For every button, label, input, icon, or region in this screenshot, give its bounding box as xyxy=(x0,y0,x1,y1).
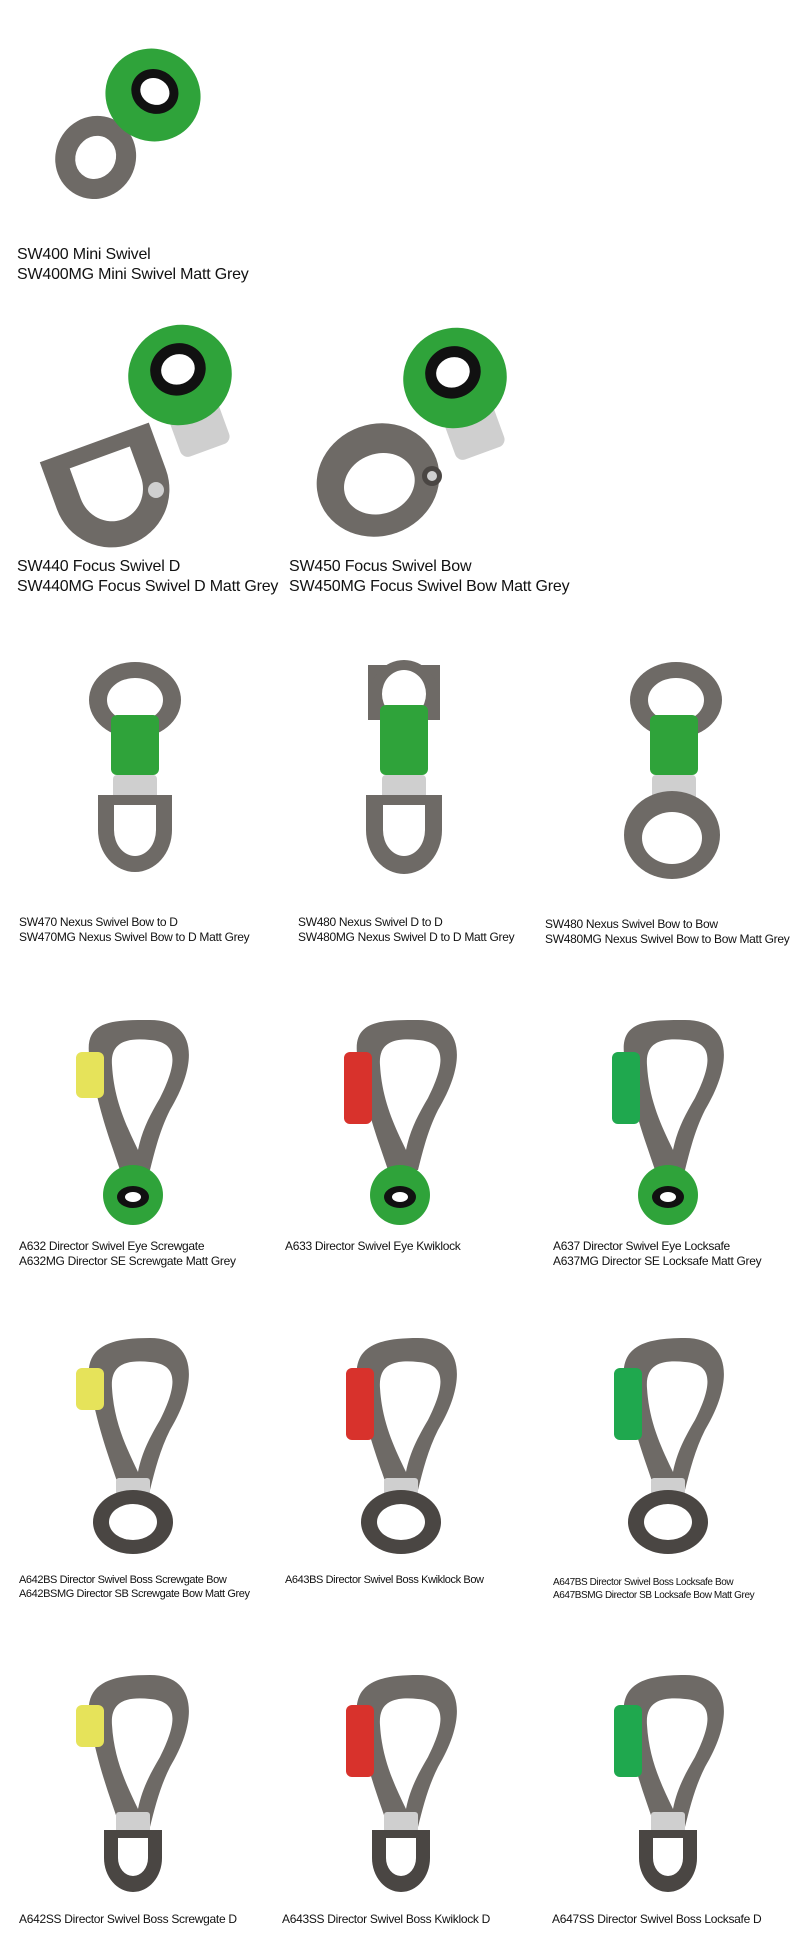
caption-a642bs: A642BS Director Swivel Boss Screwgate Bow A642BSMG Director SB Screwgate Bow Matt Grey xyxy=(19,1574,250,1600)
caption-a647ss: A647SS Director Swivel Boss Locksafe D xyxy=(552,1912,762,1926)
caption-nexus-bow-to-d: SW470 Nexus Swivel Bow to D SW470MG Nexus Swivel Bow to D Matt Grey xyxy=(19,915,250,944)
caption-focus-swivel-bow: SW450 Focus Swivel Bow SW450MG Focus Swivel Bow Matt Grey xyxy=(289,558,570,595)
caption-a637: A637 Director Swivel Eye Locksafe A637MG Director SE Locksafe Matt Grey xyxy=(553,1239,762,1268)
caption-nexus-bow-to-bow: SW480 Nexus Swivel Bow to Bow SW480MG Nexus Swivel Bow to Bow Matt Grey xyxy=(545,917,790,946)
caption-mini-swivel: SW400 Mini Swivel SW400MG Mini Swivel Matt Grey xyxy=(17,246,249,283)
caption-a643bs: A643BS Director Swivel Boss Kwiklock Bow xyxy=(285,1574,484,1586)
caption-focus-swivel-d: SW440 Focus Swivel D SW440MG Focus Swivel D Matt Grey xyxy=(17,558,279,595)
caption-a643ss: A643SS Director Swivel Boss Kwiklock D xyxy=(282,1912,491,1926)
caption-a642ss: A642SS Director Swivel Boss Screwgate D xyxy=(19,1912,237,1926)
caption-a647bs: A647BS Director Swivel Boss Locksafe Bow A647BSMG Director SB Locksafe Bow Matt Grey xyxy=(553,1577,755,1601)
caption-nexus-d-to-d: SW480 Nexus Swivel D to D SW480MG Nexus Swivel D to D Matt Grey xyxy=(298,915,515,944)
caption-a632: A632 Director Swivel Eye Screwgate A632MG Director SE Screwgate Matt Grey xyxy=(19,1239,236,1268)
caption-a633: A633 Director Swivel Eye Kwiklock xyxy=(285,1239,461,1253)
